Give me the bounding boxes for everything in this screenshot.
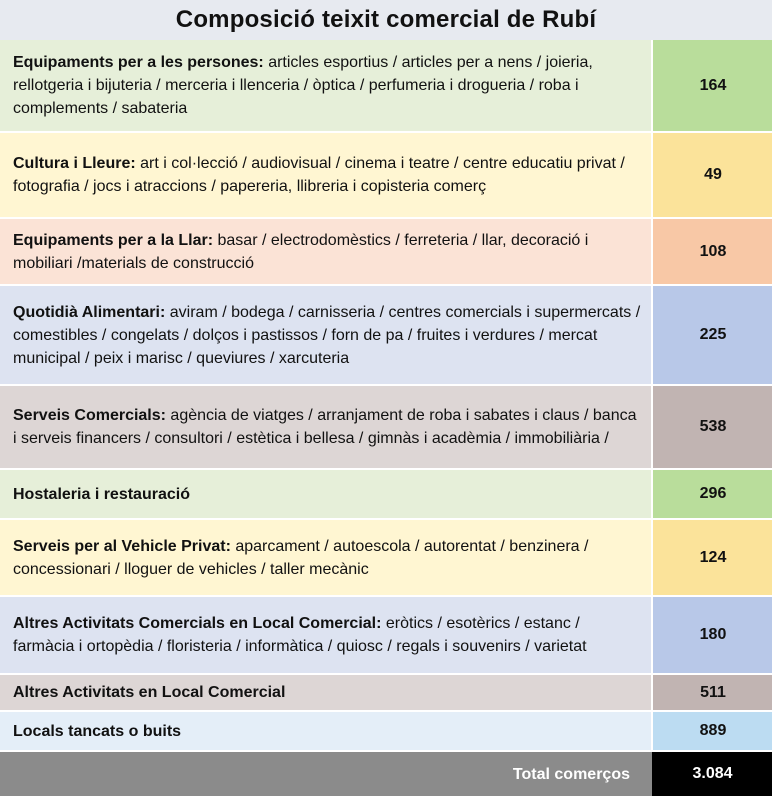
row-count: 180 — [652, 596, 772, 674]
category-items: articles esportius / articles per a nens / joieria, rellotgeria i bijuteria / merceria i llenceria / òptica / perfumeria i drogueria / roba i complements / sabateria — [13, 54, 593, 117]
row-description — [0, 132, 652, 218]
table-row — [0, 132, 772, 218]
table-row — [0, 40, 772, 132]
category-items: basar / electrodomèstics / ferreteria / llar, decoració i mobiliari /materials de construcció — [13, 231, 589, 272]
total-label: Total comerços — [0, 751, 652, 796]
category-label: Cultura i Lleure: — [13, 155, 136, 172]
row-count: 511 — [652, 674, 772, 711]
category-label: Equipaments per a les persones: — [13, 54, 264, 71]
row-description — [0, 385, 652, 469]
table-title: Composició teixit comercial de Rubí — [0, 0, 772, 40]
row-count: 108 — [652, 218, 772, 285]
category-items: aviram / bodega / carnisseria / centres comercials i supermercats / comestibles / congelats / dolços i pastissos / forn de pa / fruites i verdures / mercat municipal / peix i marisc / queviures / xarcuteria — [13, 303, 641, 367]
category-items: agència de viatges / arranjament de roba i sabates i claus / banca i serveis financers / consultori / estètica i bellesa / gimnàs i acadèmia / immobiliària / — [13, 407, 637, 447]
table-body — [0, 40, 772, 751]
row-count: 49 — [652, 132, 772, 218]
row-count: 164 — [652, 40, 772, 132]
category-label: Locals tancats o buits — [13, 722, 182, 740]
row-count: 538 — [652, 385, 772, 469]
row-count: 889 — [652, 711, 772, 751]
category-label: Quotidià Alimentari: — [13, 303, 166, 321]
row-count: 225 — [652, 285, 772, 385]
row-description — [0, 40, 652, 132]
commerce-table — [0, 40, 772, 796]
table-row — [0, 596, 772, 674]
category-label: Altres Activitats en Local Comercial — [13, 684, 286, 701]
table-row — [0, 469, 772, 519]
table-row — [0, 218, 772, 285]
row-description — [0, 711, 652, 751]
category-label: Altres Activitats Comercials en Local Comercial: — [13, 615, 382, 632]
row-description — [0, 218, 652, 285]
category-items: eròtics / esotèrics / estanc / farmàcia i ortopèdia / floristeria / informàtica / quiosc / regals i souvenirs / varietat — [13, 615, 587, 655]
category-items: aparcament / autoescola / autorentat / benzinera / concessionari / lloguer de vehicles / taller mecànic — [13, 537, 589, 578]
category-label: Serveis Comercials: — [13, 407, 166, 424]
row-description — [0, 469, 652, 519]
total-row — [0, 751, 772, 796]
row-description — [0, 519, 652, 596]
row-description — [0, 596, 652, 674]
table-row — [0, 285, 772, 385]
category-items: art i col·lecció / audiovisual / cinema i teatre / centre educatiu privat / fotografia / jocs i atraccions / papereria, llibreria i copisteria comerç — [13, 155, 625, 195]
row-description — [0, 285, 652, 385]
table-row — [0, 674, 772, 711]
category-label: Serveis per al Vehicle Privat: — [13, 537, 231, 555]
category-label: Equipaments per a la Llar: — [13, 231, 214, 249]
table-row — [0, 385, 772, 469]
total-value: 3.084 — [652, 751, 772, 796]
table-row — [0, 519, 772, 596]
row-count: 296 — [652, 469, 772, 519]
row-description — [0, 674, 652, 711]
category-label: Hostaleria i restauració — [13, 485, 190, 503]
row-count: 124 — [652, 519, 772, 596]
table-row — [0, 711, 772, 751]
